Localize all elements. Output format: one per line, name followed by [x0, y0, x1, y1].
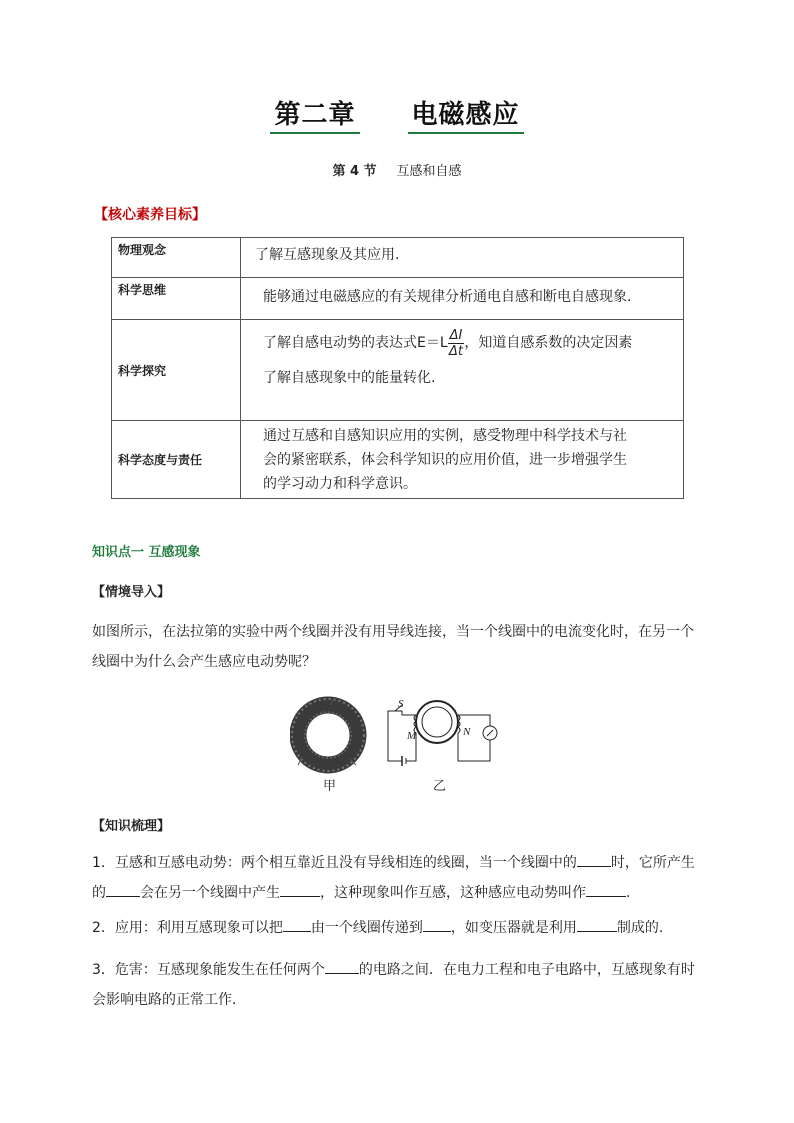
- circuit-diagram: [388, 701, 497, 766]
- ring-coil-image: [292, 699, 364, 771]
- item-text: 的: [92, 885, 106, 901]
- figure-caption-left: 甲: [323, 779, 337, 794]
- fill-blank[interactable]: [325, 959, 359, 974]
- section-title: [0, 160, 794, 179]
- goal-line: 会的紧密联系，体会科学知识的应用价值，进一步增强学生: [263, 452, 627, 468]
- formula-suffix: ，知道自感系数的决定因素: [464, 335, 633, 351]
- item-text: .: [626, 885, 631, 901]
- item-text: 制成的.: [616, 920, 664, 936]
- goal-key: 物理观念: [112, 238, 241, 278]
- summary-item-2: [92, 913, 704, 943]
- item-text: ，如变压器就是利用: [450, 920, 577, 936]
- item-text: 1．互感和互感电动势：两个相互靠近且没有导线相连的线圈，当一个线圈中的: [92, 855, 577, 871]
- fill-blank[interactable]: [283, 917, 311, 932]
- fill-blank[interactable]: [586, 882, 626, 897]
- fill-blank[interactable]: [106, 882, 140, 897]
- coil-m-label: M: [407, 730, 417, 742]
- item-text: 由一个线圈传递到: [310, 920, 423, 936]
- fraction-numerator: ΔI: [449, 327, 463, 343]
- formula-prefix: 了解自感电动势的表达式E＝L: [263, 335, 448, 351]
- goal-value: [241, 421, 684, 499]
- knowledge-point-heading: 知识点一 互感现象: [92, 545, 201, 560]
- coil-n-label: N: [463, 726, 471, 738]
- item-text: 3．危害：互感现象能发生在任何两个: [92, 962, 325, 978]
- core-goals-table: [111, 237, 684, 499]
- fill-blank[interactable]: [577, 852, 611, 867]
- fill-blank[interactable]: [280, 882, 320, 897]
- goal-value: 能够通过电磁感应的有关规律分析通电自感和断电自感现象.: [241, 278, 684, 320]
- chapter-name: 电磁感应: [408, 100, 524, 134]
- switch-label: S: [398, 698, 404, 710]
- item-text: ，这种现象叫作互感，这种感应电动势叫作: [320, 885, 586, 901]
- intro-line: 如图所示，在法拉第的实验中两个线圈并没有用导线连接，当一个线圈中的电流变化时，在另一个: [92, 624, 694, 640]
- goal-row: [112, 320, 684, 421]
- item-text: 2．应用：利用互感现象可以把: [92, 920, 283, 936]
- formula-fraction: [448, 328, 465, 359]
- item-line: [92, 878, 704, 908]
- item-text: 的电路之间．在电力工程和电子电路中，互感现象有时: [358, 962, 695, 978]
- intro-line: 线圈中为什么会产生感应电动势呢？: [92, 654, 316, 670]
- goal-line: [263, 326, 671, 360]
- intro-text: [92, 617, 704, 677]
- intro-heading: 【情境导入】: [92, 585, 171, 600]
- goal-row: [112, 278, 684, 320]
- item-text: 时，它所产生: [610, 855, 695, 871]
- chapter-number: 第二章: [270, 100, 359, 134]
- goal-key: 科学探究: [112, 320, 241, 421]
- item-line: 会影响电路的正常工作．: [92, 992, 246, 1008]
- goal-line: 的学习动力和科学意识。: [263, 476, 417, 492]
- goal-line: 了解自感现象中的能量转化.: [263, 370, 436, 386]
- figure-caption-right: 乙: [433, 779, 447, 794]
- goal-row: [112, 238, 684, 278]
- goal-key: 科学态度与责任: [112, 421, 241, 499]
- fill-blank[interactable]: [423, 917, 451, 932]
- item-line: [92, 848, 704, 878]
- item-line: [92, 955, 704, 985]
- summary-heading: 【知识梳理】: [92, 819, 171, 834]
- section-number: 第 4 节: [332, 164, 377, 179]
- goal-value: [241, 320, 684, 421]
- item-text: 会在另一个线圈中产生: [140, 885, 280, 901]
- summary-item-1: [92, 848, 704, 908]
- chapter-title: [0, 94, 794, 131]
- goal-value: 了解互感现象及其应用.: [241, 238, 684, 278]
- fill-blank[interactable]: [577, 917, 617, 932]
- fraction-denominator: Δt: [449, 343, 464, 359]
- section-name: 互感和自感: [396, 164, 462, 179]
- goal-row: [112, 421, 684, 499]
- goal-key: 科学思维: [112, 278, 241, 320]
- core-goals-heading: 【核心素养目标】: [94, 207, 206, 223]
- goal-line: 通过互感和自感知识应用的实例，感受物理中科学技术与社: [263, 428, 627, 444]
- summary-item-3: [92, 955, 704, 1015]
